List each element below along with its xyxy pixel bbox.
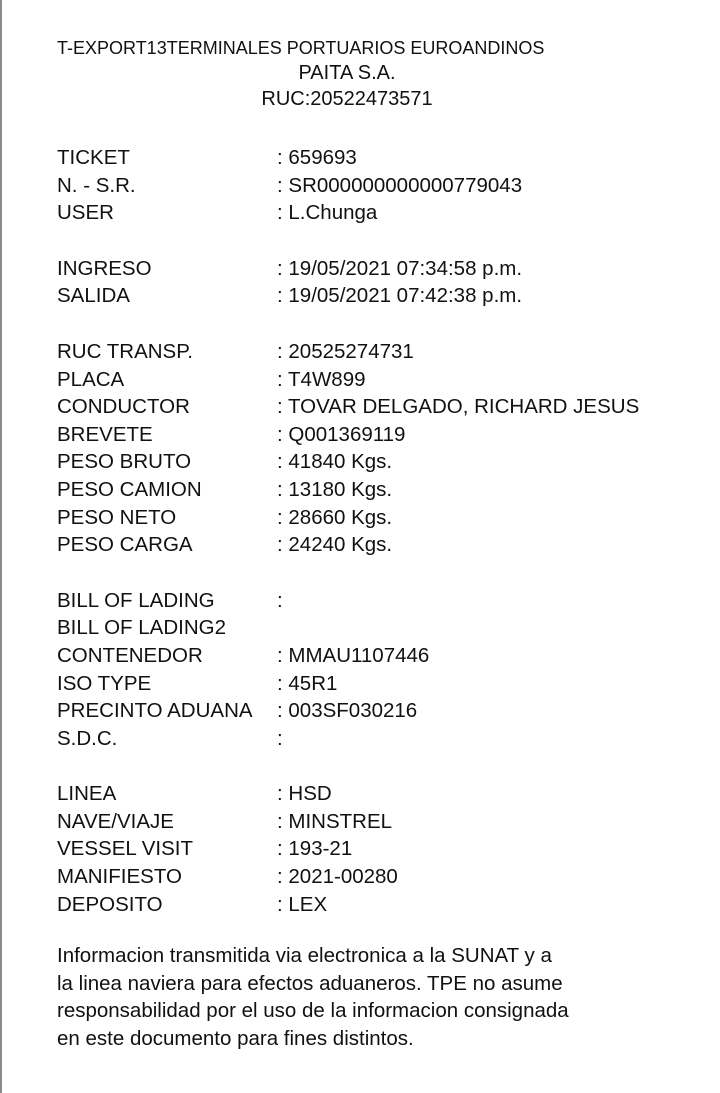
field-value: : MINSTREL <box>277 809 393 833</box>
field-iso-type <box>57 670 697 698</box>
field-nave-viaje <box>57 808 697 836</box>
field-ticket <box>57 144 697 172</box>
field-value: : TOVAR DELGADO, RICHARD JESUS <box>277 395 640 419</box>
field-value: : SR000000000000779043 <box>277 173 523 197</box>
field-label: VESSEL VISIT <box>57 837 193 861</box>
field-manifiesto <box>57 863 697 891</box>
field-value: : 24240 Kgs. <box>277 533 393 557</box>
field-brevete <box>57 421 697 449</box>
field-placa <box>57 366 697 394</box>
company-title: T-EXPORT13TERMINALES PORTUARIOS EUROANDINOS <box>57 38 545 58</box>
disclaimer-line: responsabilidad por el uso de la informacion consignada <box>57 999 569 1023</box>
section-gap <box>57 227 697 255</box>
field-value: : LEX <box>277 892 328 916</box>
field-value: : 2021-00280 <box>277 865 398 889</box>
ticket-header <box>57 36 697 112</box>
field-label: S.D.C. <box>57 726 118 750</box>
field-value: : 13180 Kgs. <box>277 477 393 501</box>
field-salida <box>57 282 697 310</box>
field-peso-carga <box>57 531 697 559</box>
field-ns-r <box>57 172 697 200</box>
company-ruc: RUC:20522473571 <box>261 88 433 110</box>
field-label: CONTENEDOR <box>57 643 203 667</box>
field-label: PESO NETO <box>57 505 177 529</box>
section-gap <box>57 310 697 338</box>
field-value: : 41840 Kgs. <box>277 450 393 474</box>
field-vessel-visit <box>57 835 697 863</box>
field-label: N. - S.R. <box>57 173 136 197</box>
field-value: : 19/05/2021 07:42:38 p.m. <box>277 284 523 308</box>
disclaimer-line: en este documento para fines distintos. <box>57 1027 414 1051</box>
field-precinto-aduana <box>57 697 697 725</box>
field-sdc <box>57 725 697 753</box>
field-value: : 45R1 <box>277 671 338 695</box>
field-ruc-transp <box>57 338 697 366</box>
disclaimer-line: Informacion transmitida via electronica a la SUNAT y a <box>57 944 552 968</box>
field-value: : Q001369119 <box>277 422 406 446</box>
field-label: USER <box>57 201 114 225</box>
page-left-edge <box>0 0 2 1093</box>
field-value <box>277 614 697 642</box>
field-value: : 28660 Kgs. <box>277 505 393 529</box>
field-user <box>57 199 697 227</box>
field-label: INGRESO <box>57 256 152 280</box>
field-label: PESO CARGA <box>57 533 193 557</box>
field-label: SALIDA <box>57 284 130 308</box>
disclaimer-line: la linea naviera para efectos aduaneros. TPE no asume <box>57 971 563 995</box>
field-linea <box>57 780 697 808</box>
ticket-fields <box>57 144 697 918</box>
field-value: : 193-21 <box>277 837 353 861</box>
field-label: BREVETE <box>57 422 153 446</box>
field-label: MANIFIESTO <box>57 865 182 889</box>
field-peso-bruto <box>57 448 697 476</box>
field-label: BILL OF LADING2 <box>57 616 226 640</box>
field-peso-camion <box>57 476 697 504</box>
field-value: : <box>277 726 283 750</box>
field-value: : 659693 <box>277 146 357 169</box>
field-label: PRECINTO ADUANA <box>57 699 253 723</box>
section-gap <box>57 752 697 780</box>
field-value: : L.Chunga <box>277 201 378 225</box>
field-value: : T4W899 <box>277 367 366 391</box>
field-label: BILL OF LADING <box>57 588 215 612</box>
field-value: : 003SF030216 <box>277 699 418 723</box>
field-label: TICKET <box>57 146 130 169</box>
field-value: : HSD <box>277 782 332 806</box>
field-value: : <box>277 588 283 612</box>
field-contenedor <box>57 642 697 670</box>
field-value: : MMAU1107446 <box>277 643 430 667</box>
field-peso-neto <box>57 504 697 532</box>
field-bill-of-lading <box>57 587 697 615</box>
field-label: PLACA <box>57 367 125 391</box>
field-label: PESO BRUTO <box>57 450 192 474</box>
field-label: ISO TYPE <box>57 671 152 695</box>
field-value: : 20525274731 <box>277 339 414 363</box>
field-label: DEPOSITO <box>57 892 163 916</box>
field-bill-of-lading2 <box>57 614 697 642</box>
field-deposito <box>57 891 697 919</box>
field-label: LINEA <box>57 782 117 806</box>
company-suffix: PAITA S.A. <box>298 62 396 84</box>
field-ingreso <box>57 255 697 283</box>
field-value: : 19/05/2021 07:34:58 p.m. <box>277 256 523 280</box>
weighing-ticket <box>57 36 697 1053</box>
section-gap <box>57 559 697 587</box>
field-conductor <box>57 393 697 421</box>
field-label: NAVE/VIAJE <box>57 809 174 833</box>
field-label: PESO CAMION <box>57 477 202 501</box>
legal-disclaimer <box>57 942 697 1052</box>
field-label: CONDUCTOR <box>57 395 190 419</box>
field-label: RUC TRANSP. <box>57 339 193 363</box>
